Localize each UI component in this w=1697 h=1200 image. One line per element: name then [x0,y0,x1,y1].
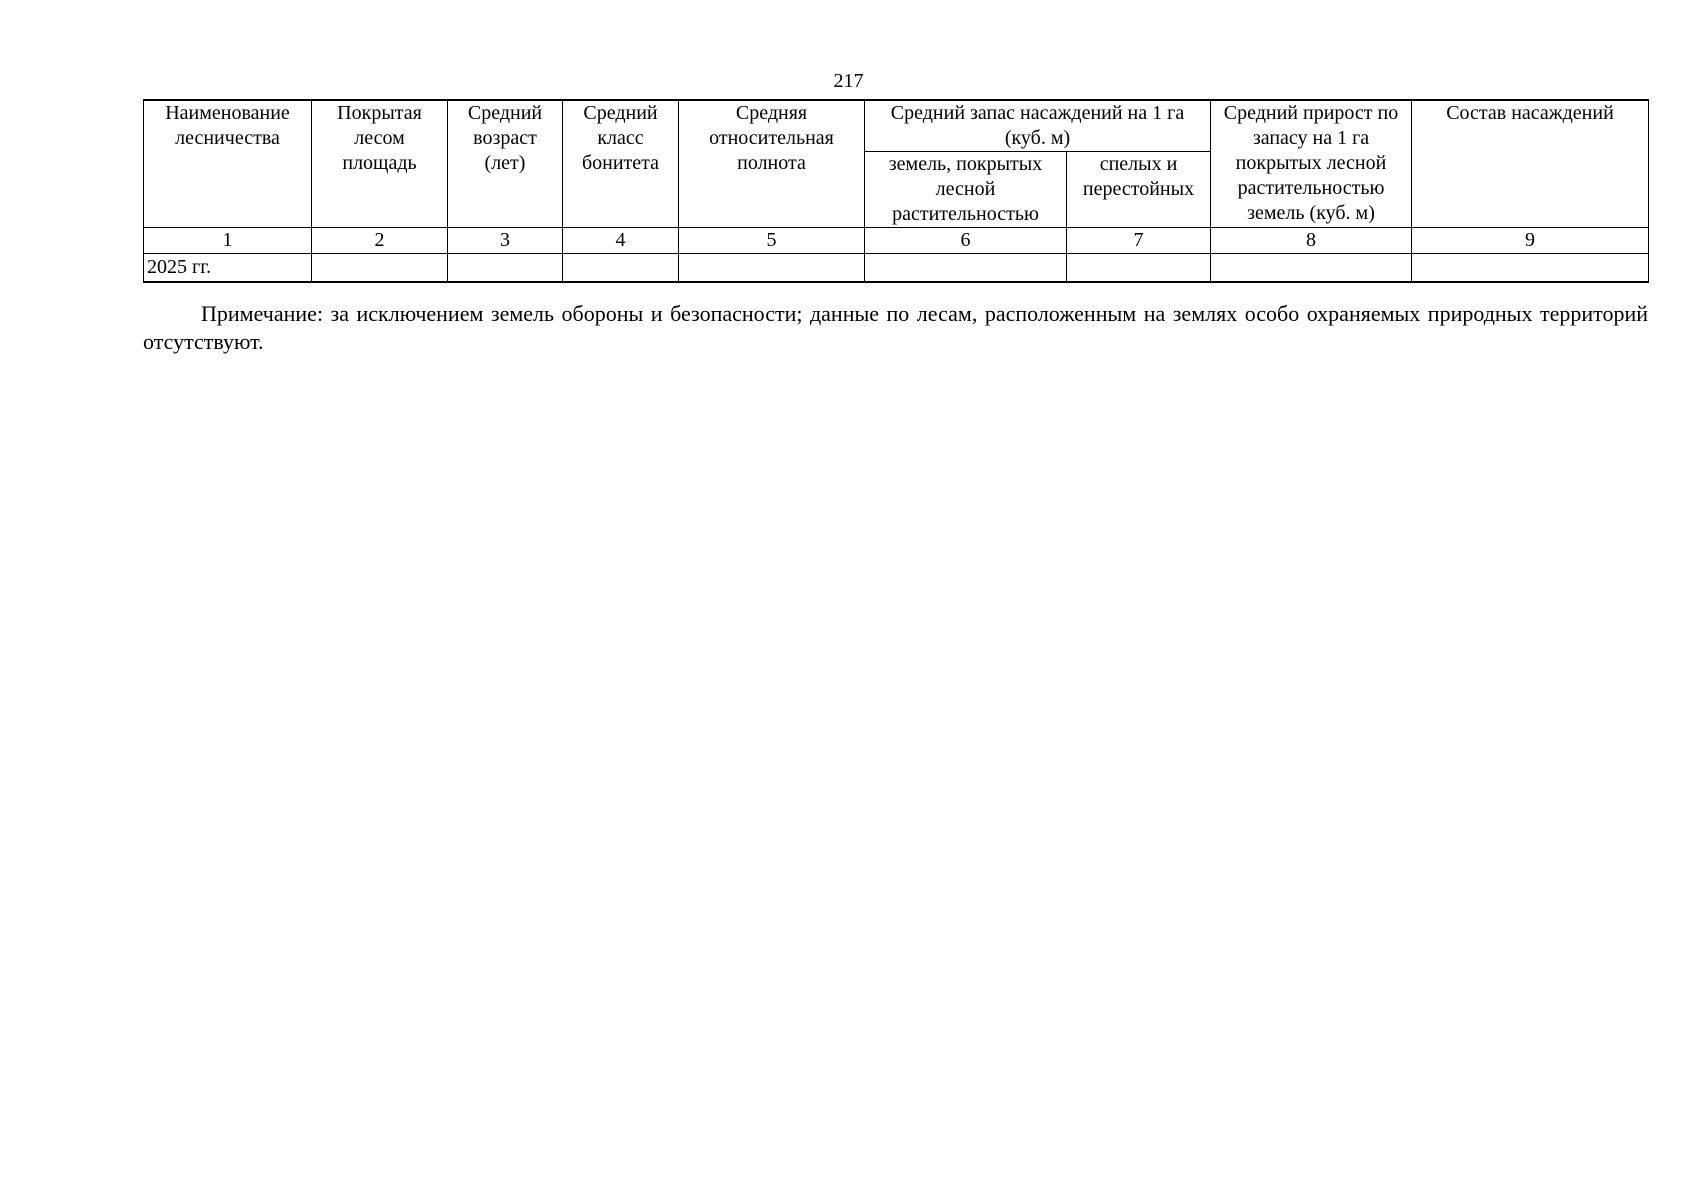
column-number: 5 [679,228,865,254]
header-covered-lands: земель, покрытых лесной растительностью [865,152,1067,228]
header-average-stock-group: Средний запас насаждений на 1 га (куб. м) [865,100,1211,152]
table-cell [312,254,448,283]
header-forestry-name: Наименование лесничества [144,100,312,228]
table-row [144,254,1649,283]
header-mature-overmature: спелых и перестойных [1067,152,1211,228]
header-stand-composition: Состав насаждений [1412,100,1649,228]
table-cell [1211,254,1412,283]
page-number: 217 [833,70,864,92]
column-number: 1 [144,228,312,254]
table-cell [679,254,865,283]
column-number: 7 [1067,228,1211,254]
column-number: 3 [448,228,563,254]
column-number: 2 [312,228,448,254]
column-number: 9 [1412,228,1649,254]
forest-stats-table [143,99,1649,283]
column-number-row [144,228,1649,254]
header-forest-area: Покрытая лесом площадь [312,100,448,228]
header-bonitet-class: Средний класс бонитета [563,100,679,228]
column-number: 4 [563,228,679,254]
header-average-growth: Средний прирост по запасу на 1 га покрытых лесной растительностью земель (куб. м) [1211,100,1412,228]
table-cell [1412,254,1649,283]
column-number: 8 [1211,228,1412,254]
header-relative-density: Средняя относительная полнота [679,100,865,228]
table-cell [865,254,1067,283]
table-cell [448,254,563,283]
column-number: 6 [865,228,1067,254]
table-note: Примечание: за исключением земель обороны и безопасности; данные по лесам, расположенным на землях особо охраняемых природных территорий отсутствуют. [143,301,1648,354]
header-average-age: Средний возраст (лет) [448,100,563,228]
table-cell [563,254,679,283]
table-cell-year: 2025 гг. [144,254,312,283]
table-cell [1067,254,1211,283]
